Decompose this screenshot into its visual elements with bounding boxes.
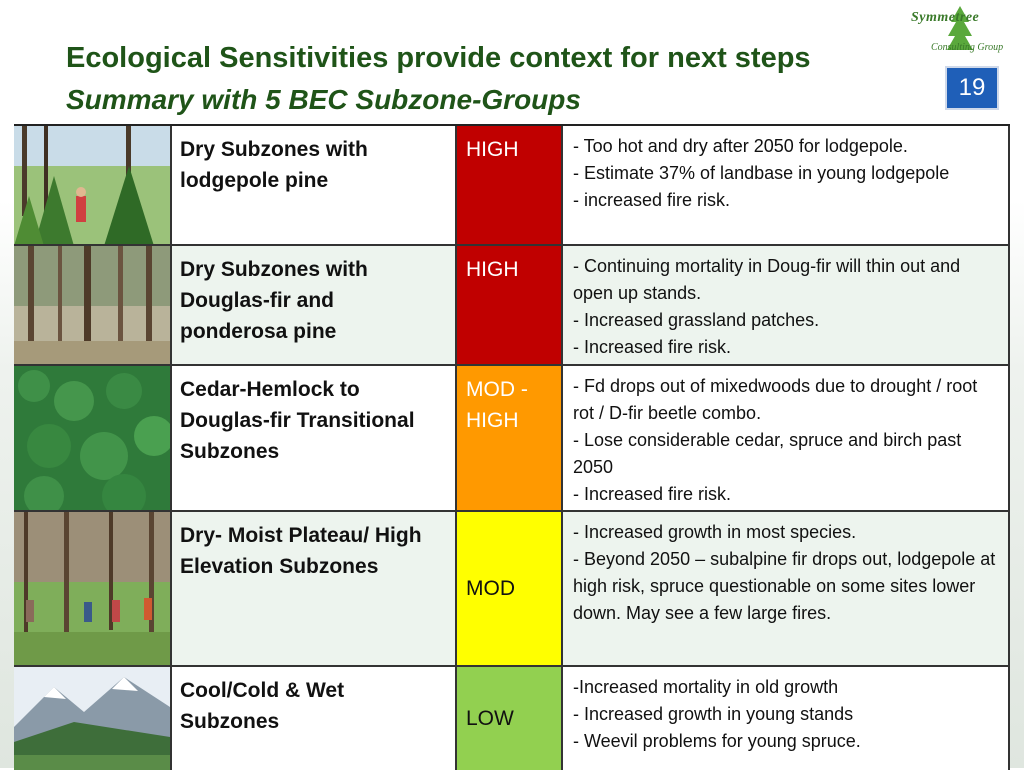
- table-row: [14, 246, 1010, 366]
- subzone-name: Cedar-Hemlock to Douglas-fir Transitional Subzones: [170, 366, 457, 510]
- level-label: HIGH: [466, 138, 519, 161]
- subzone-name: Dry- Moist Plateau/ High Elevation Subzones: [170, 512, 457, 665]
- impact-line: - Beyond 2050 – subalpine fir drops out, lodgepole at high risk, spruce questionable on some sites lower down. May see a few large fires.: [573, 549, 1001, 623]
- impact-line: - Increased growth in most species.: [573, 522, 857, 542]
- table-row: [14, 126, 1010, 246]
- slide-subtitle: Summary with 5 BEC Subzone-Groups: [66, 84, 581, 115]
- impact-line: - Weevil problems for young spruce.: [573, 731, 861, 751]
- sensitivity-level: [457, 126, 561, 244]
- impact-description: [561, 667, 1010, 770]
- level-label: MOD: [466, 577, 515, 600]
- page-number: 19: [945, 66, 999, 110]
- impact-line: - Increased growth in young stands: [573, 704, 854, 724]
- impact-line: - Continuing mortality in Doug-fir will thin out and open up stands.: [573, 256, 966, 303]
- impact-description: [561, 246, 1010, 364]
- table-row: [14, 366, 1010, 512]
- impact-description: [561, 366, 1010, 510]
- impact-line: - Fd drops out of mixedwoods due to drought / root rot / D-fir beetle combo.: [573, 376, 983, 423]
- level-label: MOD - HIGH: [466, 378, 528, 432]
- sensitivity-level: [457, 246, 561, 364]
- sensitivity-level: [457, 512, 561, 665]
- impact-line: - increased fire risk.: [573, 190, 731, 210]
- logo-subtitle: Consulting Group: [931, 42, 1004, 53]
- impact-line: - Increased grassland patches.: [573, 310, 820, 330]
- company-logo: [905, 4, 1020, 56]
- forest-photo: [14, 246, 170, 364]
- subzone-name: Cool/Cold & Wet Subzones: [170, 667, 457, 770]
- level-label: LOW: [466, 707, 514, 730]
- level-label: HIGH: [466, 258, 519, 281]
- table-row: [14, 667, 1010, 770]
- sensitivity-level: [457, 366, 561, 510]
- forest-photo: [14, 366, 170, 510]
- subzone-name: Dry Subzones with lodgepole pine: [170, 126, 457, 244]
- impact-description: [561, 126, 1010, 244]
- table-row: [14, 512, 1010, 667]
- impact-line: - Increased fire risk.: [573, 337, 732, 357]
- subzone-name: Dry Subzones with Douglas-fir and ponderosa pine: [170, 246, 457, 364]
- impact-line: - Estimate 37% of landbase in young lodgepole: [573, 163, 950, 183]
- slide-title: Ecological Sensitivities provide context for next steps: [66, 42, 811, 74]
- sensitivity-table: [14, 124, 1010, 770]
- impact-line: - Too hot and dry after 2050 for lodgepole.: [573, 136, 908, 156]
- forest-photo: [14, 667, 170, 770]
- forest-photo: [14, 126, 170, 244]
- logo-name: Symmetree: [911, 10, 980, 25]
- sensitivity-level: [457, 667, 561, 770]
- impact-line: - Lose considerable cedar, spruce and birch past 2050: [573, 430, 967, 477]
- impact-line: -Increased mortality in old growth: [573, 677, 839, 697]
- impact-description: [561, 512, 1010, 665]
- forest-photo: [14, 512, 170, 665]
- impact-line: - Increased fire risk.: [573, 484, 732, 504]
